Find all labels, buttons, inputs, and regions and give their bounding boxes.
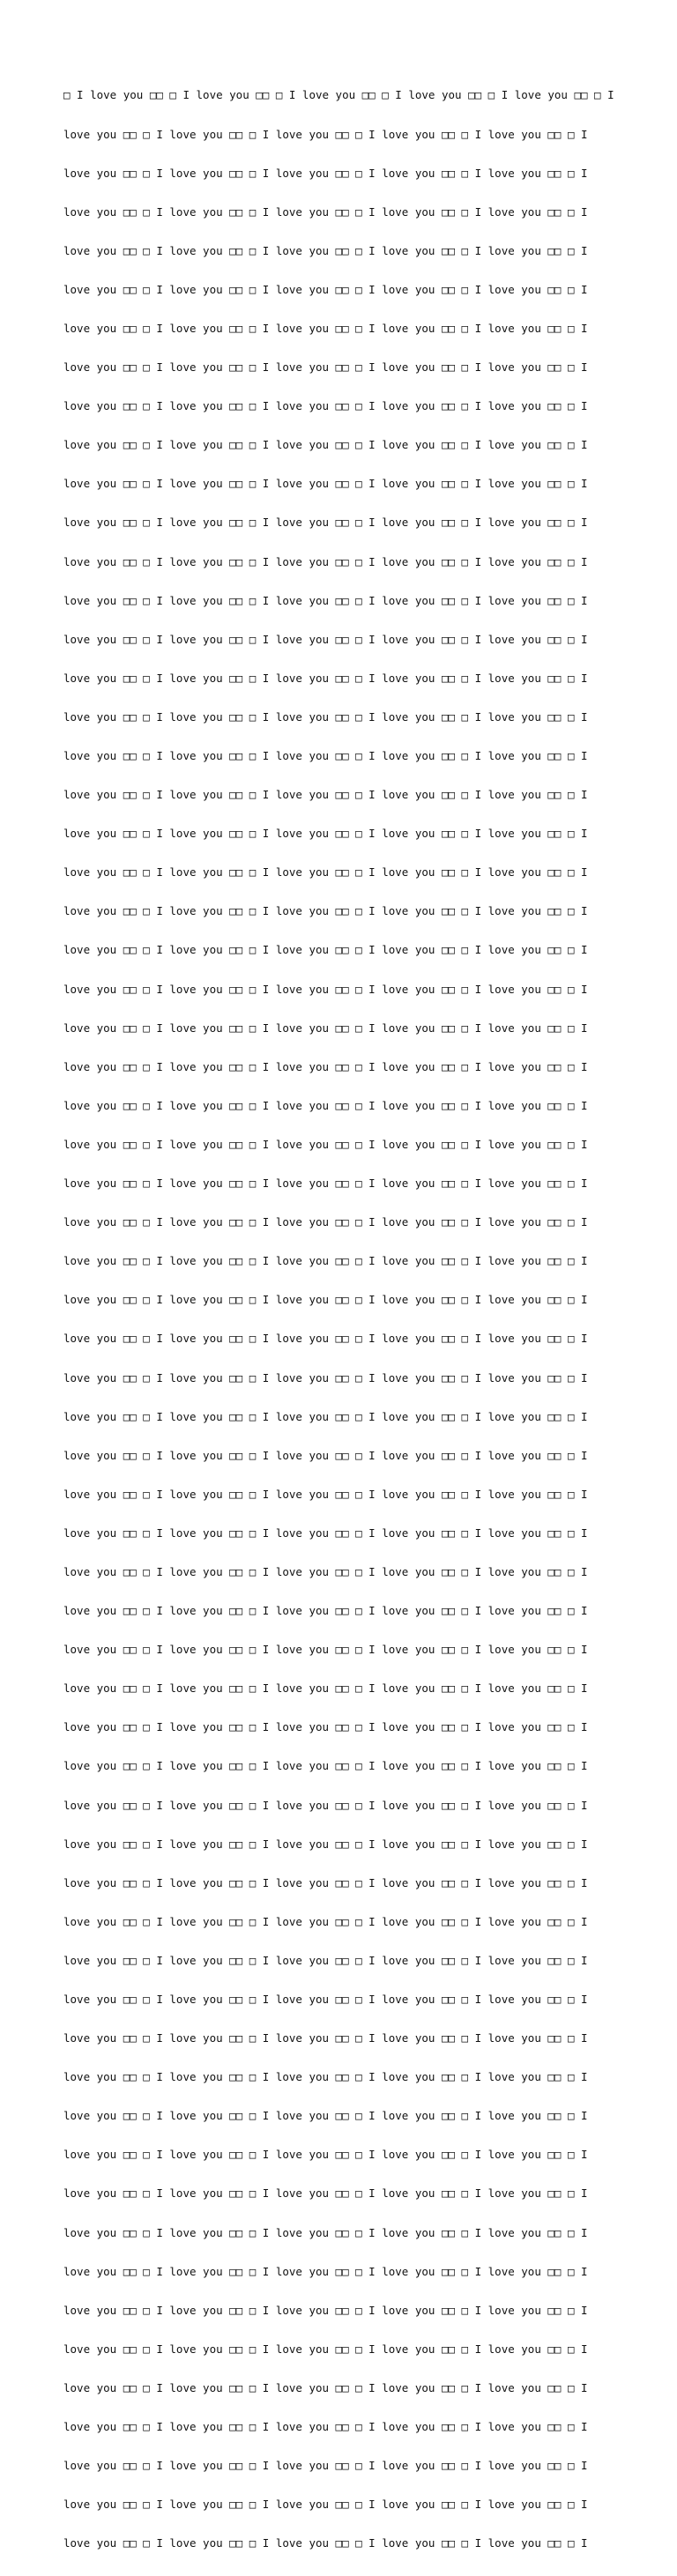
text-line-31: love you □□ □ I love you □□ □ I love you □□ □ I love you □□ □ I love you □□ □ I: [63, 1254, 588, 1268]
text-line-20: love you □□ □ I love you □□ □ I love you □□ □ I love you □□ □ I love you □□ □ I: [63, 827, 588, 841]
text-line-40: love you □□ □ I love you □□ □ I love you □□ □ I love you □□ □ I love you □□ □ I: [63, 1604, 588, 1618]
text-line-25: love you □□ □ I love you □□ □ I love you □□ □ I love you □□ □ I love you □□ □ I: [63, 1021, 588, 1035]
text-line-3: love you □□ □ I love you □□ □ I love you □□ □ I love you □□ □ I love you □□ □ I: [63, 166, 588, 180]
text-line-53: love you □□ □ I love you □□ □ I love you □□ □ I love you □□ □ I love you □□ □ I: [63, 2109, 588, 2123]
text-line-36: love you □□ □ I love you □□ □ I love you □□ □ I love you □□ □ I love you □□ □ I: [63, 1448, 588, 1462]
text-line-58: love you □□ □ I love you □□ □ I love you □□ □ I love you □□ □ I love you □□ □ I: [63, 2303, 588, 2317]
text-line-4: love you □□ □ I love you □□ □ I love you □□ □ I love you □□ □ I love you □□ □ I: [63, 204, 588, 219]
text-line-34: love you □□ □ I love you □□ □ I love you □□ □ I love you □□ □ I love you □□ □ I: [63, 1370, 588, 1385]
text-line-52: love you □□ □ I love you □□ □ I love you □□ □ I love you □□ □ I love you □□ □ I: [63, 2070, 588, 2084]
text-line-61: love you □□ □ I love you □□ □ I love you □□ □ I love you □□ □ I love you □□ □ I: [63, 2420, 588, 2434]
text-line-17: love you □□ □ I love you □□ □ I love you □□ □ I love you □□ □ I love you □□ □ I: [63, 709, 588, 724]
text-line-49: love you □□ □ I love you □□ □ I love you □□ □ I love you □□ □ I love you □□ □ I: [63, 1953, 588, 1967]
text-line-29: love you □□ □ I love you □□ □ I love you □□ □ I love you □□ □ I love you □□ □ I: [63, 1177, 588, 1191]
text-line-22: love you □□ □ I love you □□ □ I love you □□ □ I love you □□ □ I love you □□ □ I: [63, 904, 588, 918]
text-line-63: love you □□ □ I love you □□ □ I love you □□ □ I love you □□ □ I love you □□ □ I: [63, 2498, 588, 2512]
text-line-54: love you □□ □ I love you □□ □ I love you □□ □ I love you □□ □ I love you □□ □ I: [63, 2148, 588, 2162]
text-line-38: love you □□ □ I love you □□ □ I love you □□ □ I love you □□ □ I love you □□ □ I: [63, 1526, 588, 1540]
text-line-39: love you □□ □ I love you □□ □ I love you □□ □ I love you □□ □ I love you □□ □ I: [63, 1564, 588, 1578]
text-line-15: love you □□ □ I love you □□ □ I love you □□ □ I love you □□ □ I love you □□ □ I: [63, 632, 588, 646]
text-line-51: love you □□ □ I love you □□ □ I love you □□ □ I love you □□ □ I love you □□ □ I: [63, 2031, 588, 2045]
text-line-44: love you □□ □ I love you □□ □ I love you □□ □ I love you □□ □ I love you □□ □ I: [63, 1759, 588, 1773]
text-line-56: love you □□ □ I love you □□ □ I love you □□ □ I love you □□ □ I love you □□ □ I: [63, 2225, 588, 2239]
text-line-16: love you □□ □ I love you □□ □ I love you □□ □ I love you □□ □ I love you □□ □ I: [63, 671, 588, 685]
text-line-9: love you □□ □ I love you □□ □ I love you □□ □ I love you □□ □ I love you □□ □ I: [63, 399, 588, 413]
text-line-6: love you □□ □ I love you □□ □ I love you □□ □ I love you □□ □ I love you □□ □ I: [63, 282, 588, 296]
text-line-37: love you □□ □ I love you □□ □ I love you □□ □ I love you □□ □ I love you □□ □ I: [63, 1487, 588, 1501]
text-line-48: love you □□ □ I love you □□ □ I love you □□ □ I love you □□ □ I love you □□ □ I: [63, 1914, 588, 1928]
text-line-43: love you □□ □ I love you □□ □ I love you □□ □ I love you □□ □ I love you □□ □ I: [63, 1720, 588, 1734]
text-line-27: love you □□ □ I love you □□ □ I love you □□ □ I love you □□ □ I love you □□ □ I: [63, 1098, 588, 1112]
text-line-19: love you □□ □ I love you □□ □ I love you □□ □ I love you □□ □ I love you □□ □ I: [63, 788, 588, 802]
text-line-5: love you □□ □ I love you □□ □ I love you □□ □ I love you □□ □ I love you □□ □ I: [63, 243, 588, 257]
text-line-47: love you □□ □ I love you □□ □ I love you □□ □ I love you □□ □ I love you □□ □ I: [63, 1875, 588, 1889]
text-line-18: love you □□ □ I love you □□ □ I love you □□ □ I love you □□ □ I love you □□ □ I: [63, 749, 588, 762]
text-line-46: love you □□ □ I love you □□ □ I love you □□ □ I love you □□ □ I love you □□ □ I: [63, 1837, 588, 1851]
text-line-41: love you □□ □ I love you □□ □ I love you □□ □ I love you □□ □ I love you □□ □ I: [63, 1643, 588, 1657]
text-line-55: love you □□ □ I love you □□ □ I love you □□ □ I love you □□ □ I love you □□ □ I: [63, 2186, 588, 2201]
text-line-11: love you □□ □ I love you □□ □ I love you □□ □ I love you □□ □ I love you □□ □ I: [63, 477, 588, 491]
text-line-1: □ I love you □□ □ I love you □□ □ I love you □□ □ I love you □□ □ I love you □□ □ I: [63, 88, 614, 102]
text-line-32: love you □□ □ I love you □□ □ I love you □□ □ I love you □□ □ I love you □□ □ I: [63, 1293, 588, 1307]
text-line-30: love you □□ □ I love you □□ □ I love you □□ □ I love you □□ □ I love you □□ □ I: [63, 1215, 588, 1229]
text-line-23: love you □□ □ I love you □□ □ I love you □□ □ I love you □□ □ I love you □□ □ I: [63, 943, 588, 957]
text-line-14: love you □□ □ I love you □□ □ I love you □□ □ I love you □□ □ I love you □□ □ I: [63, 593, 588, 607]
text-line-57: love you □□ □ I love you □□ □ I love you □□ □ I love you □□ □ I love you □□ □ I: [63, 2264, 588, 2278]
text-line-10: love you □□ □ I love you □□ □ I love you □□ □ I love you □□ □ I love you □□ □ I: [63, 438, 588, 452]
text-line-28: love you □□ □ I love you □□ □ I love you □□ □ I love you □□ □ I love you □□ □ I: [63, 1137, 588, 1151]
text-line-59: love you □□ □ I love you □□ □ I love you □□ □ I love you □□ □ I love you □□ □ I: [63, 2342, 588, 2356]
text-line-42: love you □□ □ I love you □□ □ I love you □□ □ I love you □□ □ I love you □□ □ I: [63, 1681, 588, 1696]
text-line-45: love you □□ □ I love you □□ □ I love you □□ □ I love you □□ □ I love you □□ □ I: [63, 1798, 588, 1812]
document-text-block: [63, 63, 628, 2576]
text-line-60: love you □□ □ I love you □□ □ I love you □□ □ I love you □□ □ I love you □□ □ I: [63, 2380, 588, 2394]
text-line-26: love you □□ □ I love you □□ □ I love you □□ □ I love you □□ □ I love you □□ □ I: [63, 1059, 588, 1073]
text-line-62: love you □□ □ I love you □□ □ I love you □□ □ I love you □□ □ I love you □□ □ I: [63, 2459, 588, 2473]
text-line-33: love you □□ □ I love you □□ □ I love you □□ □ I love you □□ □ I love you □□ □ I: [63, 1332, 588, 1346]
text-line-13: love you □□ □ I love you □□ □ I love you □□ □ I love you □□ □ I love you □□ □ I: [63, 554, 588, 568]
text-line-21: love you □□ □ I love you □□ □ I love you □□ □ I love you □□ □ I love you □□ □ I: [63, 865, 588, 880]
text-line-35: love you □□ □ I love you □□ □ I love you □□ □ I love you □□ □ I love you □□ □ I: [63, 1409, 588, 1423]
text-line-8: love you □□ □ I love you □□ □ I love you □□ □ I love you □□ □ I love you □□ □ I: [63, 360, 588, 375]
text-line-2: love you □□ □ I love you □□ □ I love you □□ □ I love you □□ □ I love you □□ □ I: [63, 127, 588, 141]
text-line-64: love you □□ □ I love you □□ □ I love you □□ □ I love you □□ □ I love you □□ □ I: [63, 2536, 588, 2550]
text-line-24: love you □□ □ I love you □□ □ I love you □□ □ I love you □□ □ I love you □□ □ I: [63, 982, 588, 996]
text-line-7: love you □□ □ I love you □□ □ I love you □□ □ I love you □□ □ I love you □□ □ I: [63, 321, 588, 335]
text-line-50: love you □□ □ I love you □□ □ I love you □□ □ I love you □□ □ I love you □□ □ I: [63, 1993, 588, 2006]
text-line-12: love you □□ □ I love you □□ □ I love you □□ □ I love you □□ □ I love you □□ □ I: [63, 516, 588, 530]
